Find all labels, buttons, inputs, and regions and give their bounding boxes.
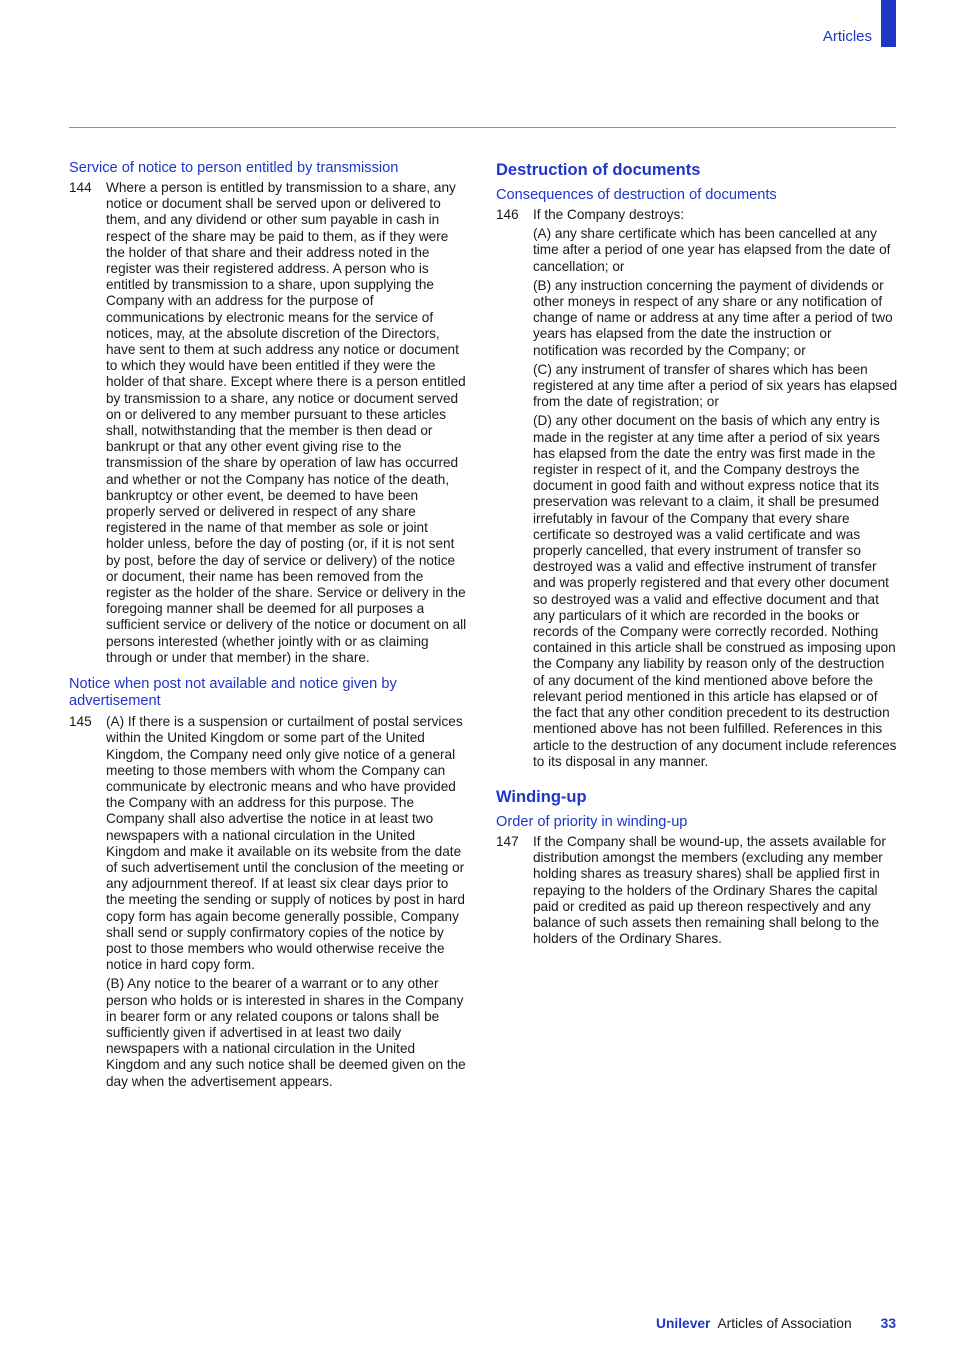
article-144-heading: Service of notice to person entitled by transmission [69, 160, 399, 176]
right-column [496, 160, 898, 947]
article-145 [69, 714, 469, 1090]
page-number: 33 [880, 1316, 896, 1331]
page-footer [656, 1316, 896, 1331]
article-number: 144 [69, 180, 92, 195]
destruction-section [496, 160, 898, 770]
winding-up-section [496, 787, 898, 947]
article-145-section [69, 676, 469, 1090]
article-146-part-b: (B) any instruction concerning the payment of dividends or other moneys in respect of any share or any notification of change of name or address at any time after a period of two years has elapsed from the date the instruction or notification was recorded by the Company; or [533, 277, 893, 358]
article-145-part-a: (A) If there is a suspension or curtailment of postal services within the United Kingdom or some part of the United Kingdom, the Company need only give notice of a general meeting to those members with whom the Company can communicate by electronic means and who have provided the Company with an address for this purpose. The Company shall also advertise the notice in at least two newspapers with a national circulation in the United Kingdom and make it available on its website from the date of such advertisement until the conclusion of the meeting or any adjournment thereof. If at least six clear days prior to the meeting the sending or supply of notices by post in hard copy form has again become generally possible, Company shall send or supply confirmatory copies of the notice by post to those members who would otherwise receive the notice in hard copy form. [106, 714, 465, 973]
footer-brand: Unilever [655, 1316, 711, 1331]
article-144-text: Where a person is entitled by transmission to a share, any notice or document shall be served upon or delivered to them, and any dividend or other sum payable in cash in respect of the share may be paid to them, as if they were the holder of that share and their address noted in the register was their registered address. A person who is entitled by transmission to a share, upon supplying the Company with an address for the purpose of communications by electronic means for the service of notices, may, at the absolute discretion of the Directors, have sent to them at such address any notice or document to which they would have been entitled if they were the holder of that share. Except where there is a person entitled by transmission to a share, any notice or document served on or delivered to any member pursuant to these articles shall, notwithstanding that the member is then dead or bankrupt or that any other event giving rise to the transmission of the share by operation of law has occurred and whether or not the Company has notice of the death, bankruptcy or other event, be deemed to have been properly served or delivered in respect of any share registered in the name of that member as sole or joint holder unless, before the day of posting (or, if it is not sent by post, before the day of service or delivery) of the notice or document, their name has been removed from the register as the holder of the share. Service or delivery in the foregoing manner shall be deemed for all purposes a sufficient service or delivery of the notice or document on all persons interested (whether jointly with or as claiming through or under that member) in the share. [106, 180, 467, 665]
article-147 [496, 834, 898, 947]
destruction-title: Destruction of documents [496, 161, 701, 179]
header-divider [69, 127, 896, 128]
article-144-section [69, 160, 469, 666]
article-146-part-a: (A) any share certificate which has been cancelled at any time after a period of one year has elapsed from the date of cancellation; or [533, 226, 891, 274]
article-147-text: If the Company shall be wound-up, the assets available for distribution amongst the members (excluding any member holding shares as treasury shares) shall be applied first in repaying to the holders of the Ordinary Shares the capital paid or credited as paid up thereon respectively and any balance of such assets then remaining shall belong to the holders of the Ordinary Shares. [533, 833, 886, 947]
header-accent-bar [881, 0, 896, 47]
article-145-part-b: (B) Any notice to the bearer of a warrant or to any other person who holds or is interested in shares in the Company in bearer form or any related coupons or talons shall be sufficiently given if advertised in at least two daily newspapers with a national circulation in the United Kingdom and any such notice shall be deemed given on the day when the advertisement appears. [106, 976, 466, 1089]
article-146-intro: If the Company destroys: [533, 207, 685, 222]
article-144 [69, 180, 469, 666]
article-number: 146 [496, 207, 519, 222]
article-146-part-d: (D) any other document on the basis of which any entry is made in the register at any time after a period of six years has elapsed from the date the entry was first made in the register in respect of it, and the Company destroys the document in good faith and without express notice that its preservation was relevant to a claim, it shall be presumed irrefutably in favour of the Company that every share certificate so destroyed was a valid certificate and was properly cancelled, that every instrument of transfer so destroyed was a valid and effective instrument of transfer and was properly registered and that every other document so destroyed was a valid and effective document and that any particulars of it which are recorded in the books or records of the Company were correctly recorded. Nothing contained in this article shall be construed as imposing upon the Company any liability by reason only of the destruction of any document of the kind mentioned above before the relevant period mentioned in this article has elapsed or of the fact that any other condition precedent to its destruction mentioned above has not been fulfilled. References in this article to the destruction of any document include references to its disposal in any manner. [533, 413, 897, 769]
article-145-heading: Notice when post not available and notice given by advertisement [69, 676, 397, 710]
article-147-heading: Order of priority in winding-up [496, 813, 688, 830]
winding-up-title: Winding-up [496, 787, 587, 806]
article-146-part-c: (C) any instrument of transfer of shares which has been registered at any time after a period of six years has elapsed from the date of registration; or [533, 361, 898, 410]
article-146 [496, 207, 898, 223]
left-column [69, 160, 469, 1090]
article-146-heading: Consequences of destruction of documents [496, 187, 777, 203]
article-number: 145 [69, 714, 92, 730]
article-number: 147 [496, 833, 519, 849]
running-header-title: Articles [822, 28, 872, 45]
footer-document-title: Articles of Association [717, 1316, 852, 1331]
